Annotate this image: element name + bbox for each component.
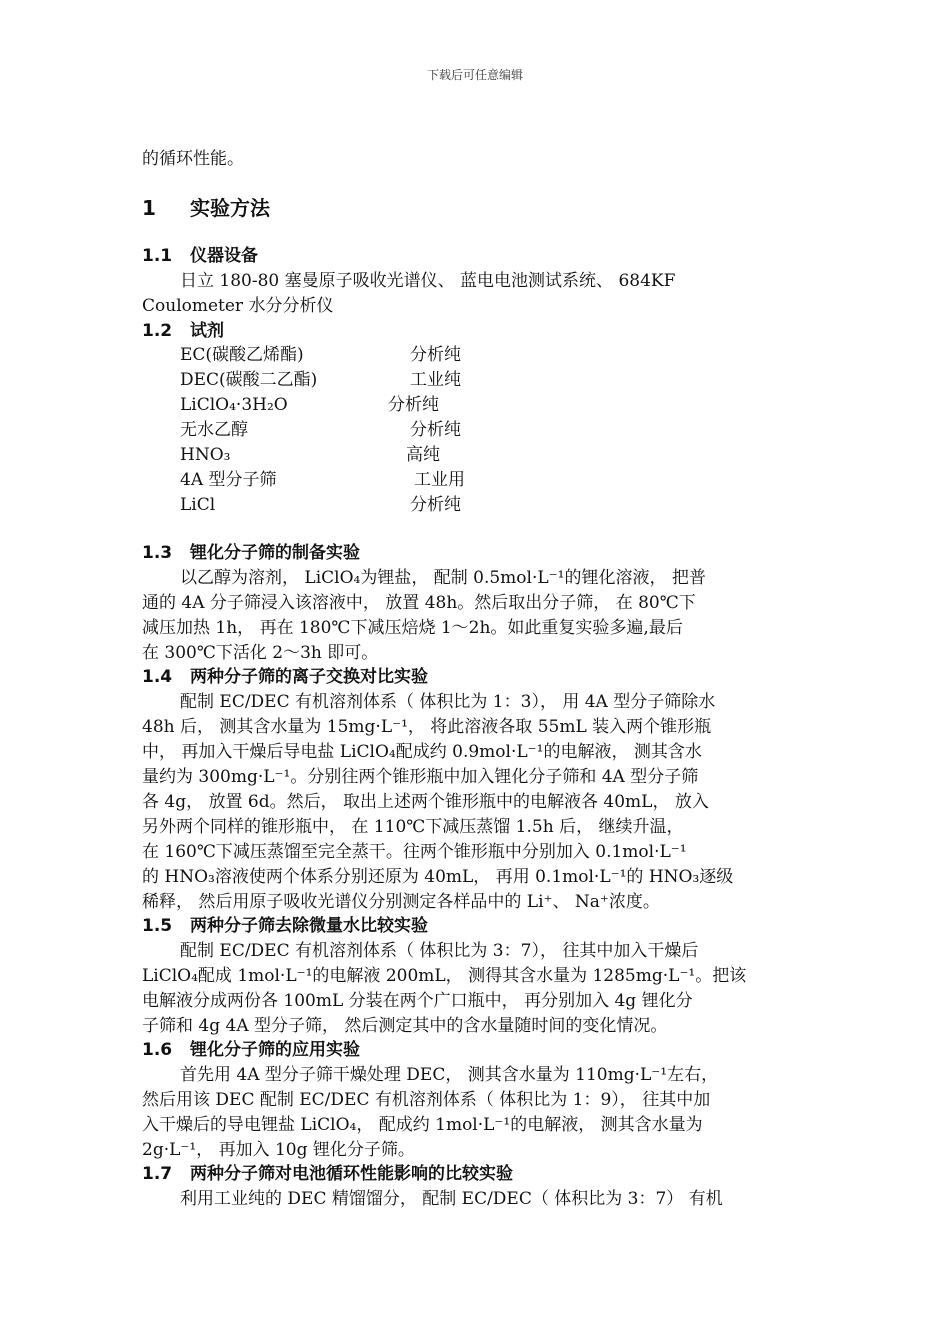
subsection-number: 1.5 — [142, 916, 173, 936]
reagent-name: LiCl — [180, 495, 216, 515]
paragraph-line: 减压加热 1h， 再在 180℃下减压焙烧 1～2h。如此重复实验多遍,最后 — [142, 618, 683, 638]
paragraph-line: 2g·L⁻¹， 再加入 10g 锂化分子筛。 — [142, 1140, 415, 1160]
subsection-title: 锂化分子筛的应用实验 — [190, 1040, 360, 1060]
section-number: 1 — [142, 196, 156, 220]
subsection-title: 两种分子筛的离子交换对比实验 — [190, 667, 428, 687]
section-title: 实验方法 — [190, 196, 270, 220]
intro-text: 的循环性能。 — [142, 149, 244, 169]
paragraph-line: LiClO₄配成 1mol·L⁻¹的电解液 200mL， 测得其含水量为 1285mg·L⁻¹。把该 — [142, 966, 747, 986]
reagent-name: LiClO₄·3H₂O — [180, 395, 288, 415]
paragraph-line: 中， 再加入干燥后导电盐 LiClO₄配成约 0.9mol·L⁻¹的电解液， 测其含水 — [142, 742, 702, 762]
paragraph-line: 利用工业纯的 DEC 精馏馏分， 配制 EC/DEC（ 体积比为 3：7） 有机 — [180, 1189, 723, 1209]
subsection-title: 仪器设备 — [190, 246, 258, 266]
reagent-grade: 工业用 — [414, 470, 465, 490]
subsection-number: 1.7 — [142, 1164, 173, 1184]
reagent-name: HNO₃ — [180, 445, 231, 465]
paragraph-line: 在 160℃下减压蒸馏至完全蒸干。往两个锥形瓶中分别加入 0.1mol·L⁻¹ — [142, 842, 687, 862]
paragraph-line: 电解液分成两份各 100mL 分装在两个广口瓶中， 再分别加入 4g 锂化分 — [142, 991, 693, 1011]
paragraph-line: 在 300℃下活化 2～3h 即可。 — [142, 643, 379, 663]
reagent-grade: 高纯 — [406, 445, 440, 465]
subsection-1-5-heading — [142, 914, 428, 938]
subsection-number: 1.4 — [142, 667, 173, 687]
paragraph-line: 48h 后， 测其含水量为 15mg·L⁻¹， 将此溶液各取 55mL 装入两个锥形瓶 — [142, 717, 712, 737]
paragraph-line: Coulometer 水分分析仪 — [142, 296, 334, 316]
subsection-title: 锂化分子筛的制备实验 — [190, 543, 360, 563]
paragraph-line: 以乙醇为溶剂， LiClO₄为锂盐， 配制 0.5mol·L⁻¹的锂化溶液， 把普 — [180, 568, 706, 588]
subsection-number: 1.1 — [142, 246, 173, 266]
reagent-grade: 分析纯 — [388, 395, 439, 415]
subsection-1-1-heading — [142, 244, 258, 268]
subsection-title: 试剂 — [190, 321, 224, 341]
paragraph-line: 稀释， 然后用原子吸收光谱仪分别测定各样品中的 Li⁺、 Na⁺浓度。 — [142, 892, 660, 912]
paragraph-line: 量约为 300mg·L⁻¹。分别往两个锥形瓶中加入锂化分子筛和 4A 型分子筛 — [142, 767, 699, 787]
reagent-name: 无水乙醇 — [180, 420, 248, 440]
reagent-grade: 分析纯 — [410, 420, 461, 440]
subsection-title: 两种分子筛对电池循环性能影响的比较实验 — [190, 1164, 513, 1184]
reagent-grade: 工业纯 — [410, 370, 461, 390]
subsection-1-7-heading — [142, 1162, 513, 1186]
paragraph-line: 入干燥后的导电锂盐 LiClO₄， 配成约 1mol·L⁻¹的电解液， 测其含水量为 — [142, 1115, 703, 1135]
paragraph-line: 配制 EC/DEC 有机溶剂体系（ 体积比为 1：3）， 用 4A 型分子筛除水 — [180, 692, 716, 712]
subsection-number: 1.6 — [142, 1040, 173, 1060]
paragraph-line: 各 4g， 放置 6d。然后， 取出上述两个锥形瓶中的电解液各 40mL， 放入 — [142, 792, 709, 812]
paragraph-line: 配制 EC/DEC 有机溶剂体系（ 体积比为 3：7）， 往其中加入干燥后 — [180, 941, 699, 961]
reagent-grade: 分析纯 — [410, 345, 461, 365]
paragraph-line: 日立 180-80 塞曼原子吸收光谱仪、 蓝电电池测试系统、 684KF — [180, 271, 676, 291]
reagent-grade: 分析纯 — [410, 495, 461, 515]
page-header-note: 下载后可任意编辑 — [426, 68, 523, 82]
paragraph-line: 通的 4A 分子筛浸入该溶液中， 放置 48h。然后取出分子筛， 在 80℃下 — [142, 593, 696, 613]
paragraph-line: 另外两个同样的锥形瓶中， 在 110℃下减压蒸馏 1.5h 后， 继续升温， — [142, 817, 684, 837]
paragraph-line: 首先用 4A 型分子筛干燥处理 DEC， 测其含水量为 110mg·L⁻¹左右， — [180, 1065, 719, 1085]
subsection-1-2-heading — [142, 319, 224, 343]
paragraph-line: 然后用该 DEC 配制 EC/DEC 有机溶剂体系（ 体积比为 1：9）， 往其中加 — [142, 1090, 711, 1110]
subsection-number: 1.3 — [142, 543, 173, 563]
reagent-name: 4A 型分子筛 — [180, 470, 277, 490]
subsection-title: 两种分子筛去除微量水比较实验 — [190, 916, 428, 936]
reagent-name: DEC(碳酸二乙酯) — [180, 370, 318, 390]
subsection-number: 1.2 — [142, 321, 173, 341]
reagent-name: EC(碳酸乙烯酯) — [180, 345, 304, 365]
paragraph-line: 子筛和 4g 4A 型分子筛， 然后测定其中的含水量随时间的变化情况。 — [142, 1016, 668, 1036]
subsection-1-6-heading — [142, 1038, 360, 1062]
subsection-1-3-heading — [142, 541, 360, 565]
paragraph-line: 的 HNO₃溶液使两个体系分别还原为 40mL， 再用 0.1mol·L⁻¹的 HNO₃逐级 — [142, 867, 734, 887]
subsection-1-4-heading — [142, 665, 428, 689]
section-1-heading — [142, 196, 270, 220]
